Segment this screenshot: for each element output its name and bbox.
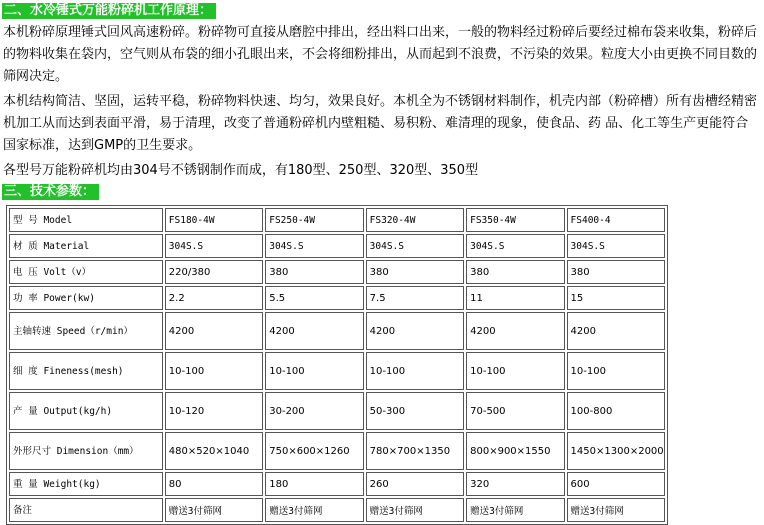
- row-label: 外形尺寸 Dimension（mm）: [9, 432, 163, 470]
- table-row: [9, 286, 665, 310]
- table-row: [9, 352, 665, 390]
- table-cell: 10-100: [466, 352, 564, 390]
- row-label: 备注: [9, 498, 163, 522]
- table-cell: 4200: [265, 312, 363, 350]
- table-row: [9, 432, 665, 470]
- row-label: 重 量 Weight(kg): [9, 472, 163, 496]
- table-cell: 304S.S: [366, 234, 464, 258]
- table-cell: 380: [567, 260, 665, 284]
- table-cell: 304S.S: [265, 234, 363, 258]
- row-label: 细 度 Fineness(mesh): [9, 352, 163, 390]
- table-row: [9, 260, 665, 284]
- row-label: 材 质 Material: [9, 234, 163, 258]
- table-row: [9, 472, 665, 496]
- table-row: [9, 234, 665, 258]
- spec-table: [6, 205, 668, 525]
- table-cell: 304S.S: [165, 234, 263, 258]
- table-row: [9, 312, 665, 350]
- structure-paragraph: 本机结构简洁、坚固，运转平稳，粉碎物料快速、均匀，效果良好。本机全为不锈钢材料制作，机壳内部（粉碎槽）所有齿槽经精密机加工从而达到表面平滑，易于清理，改变了普通粉碎机内壁粗糙、易积粉、难清理的现象，使食品、药 品、化工等生产更能符合国家标准，达到GMP的卫生要求。: [3, 94, 758, 153]
- table-cell: FS400-4: [567, 208, 665, 232]
- table-cell: 320: [466, 472, 564, 496]
- table-cell: 赠送3付筛网: [466, 498, 564, 522]
- section-heading-technical-parameters: 三、技术参数：: [2, 184, 99, 200]
- table-cell: 50-300: [366, 392, 464, 430]
- table-cell: 380: [265, 260, 363, 284]
- table-cell: 赠送3付筛网: [366, 498, 464, 522]
- table-cell: 80: [165, 472, 263, 496]
- table-row: [9, 498, 665, 522]
- table-cell: FS320-4W: [366, 208, 464, 232]
- row-label: 电 压 Volt（v）: [9, 260, 163, 284]
- table-cell: FS250-4W: [265, 208, 363, 232]
- models-paragraph: 各型号万能粉碎机均由304号不锈钢制作而成，有180型、250型、320型、350型: [3, 163, 479, 178]
- table-cell: 304S.S: [466, 234, 564, 258]
- table-cell: 4200: [466, 312, 564, 350]
- table-cell: 180: [265, 472, 363, 496]
- table-cell: 304S.S: [567, 234, 665, 258]
- table-cell: 赠送3付筛网: [265, 498, 363, 522]
- table-cell: 70-500: [466, 392, 564, 430]
- table-cell: FS350-4W: [466, 208, 564, 232]
- table-cell: 5.5: [265, 286, 363, 310]
- table-cell: 4200: [366, 312, 464, 350]
- table-cell: 7.5: [366, 286, 464, 310]
- table-cell: 15: [567, 286, 665, 310]
- table-cell: 4200: [165, 312, 263, 350]
- table-cell: 2.2: [165, 286, 263, 310]
- table-cell: 750×600×1260: [265, 432, 363, 470]
- section-heading-working-principle: 二、水冷锤式万能粉碎机工作原理：: [2, 3, 216, 19]
- table-cell: 380: [466, 260, 564, 284]
- table-cell: 100-800: [567, 392, 665, 430]
- row-label: 产 量 Output(kg/h): [9, 392, 163, 430]
- table-cell: 480×520×1040: [165, 432, 263, 470]
- table-cell: 30-200: [265, 392, 363, 430]
- table-cell: 260: [366, 472, 464, 496]
- table-row: [9, 392, 665, 430]
- table-cell: 600: [567, 472, 665, 496]
- table-cell: 11: [466, 286, 564, 310]
- table-row: [9, 208, 665, 232]
- row-label: 功 率 Power(kw): [9, 286, 163, 310]
- principle-paragraph: 本机粉碎原理锤式回风高速粉碎。粉碎物可直接从磨腔中排出，经出料口出来，一般的物料经过粉碎后要经过棉布袋来收集，粉碎后的物料收集在袋内，空气则从布袋的细小孔眼出来，不会将细粉排出，从而起到不浪费，不污染的效果。粒度大小由更换不同目数的筛网决定。: [3, 25, 758, 84]
- table-cell: 10-100: [165, 352, 263, 390]
- table-cell: 800×900×1550: [466, 432, 564, 470]
- table-cell: 赠送3付筛网: [567, 498, 665, 522]
- table-cell: 10-100: [366, 352, 464, 390]
- table-cell: 10-120: [165, 392, 263, 430]
- table-cell: 赠送3付筛网: [165, 498, 263, 522]
- table-cell: 380: [366, 260, 464, 284]
- row-label: 型 号 Model: [9, 208, 163, 232]
- table-cell: 10-100: [567, 352, 665, 390]
- table-cell: 1450×1300×2000: [567, 432, 665, 470]
- row-label: 主轴转速 Speed（r/min）: [9, 312, 163, 350]
- table-cell: FS180-4W: [165, 208, 263, 232]
- table-cell: 10-100: [265, 352, 363, 390]
- table-cell: 4200: [567, 312, 665, 350]
- table-cell: 780×700×1350: [366, 432, 464, 470]
- table-cell: 220/380: [165, 260, 263, 284]
